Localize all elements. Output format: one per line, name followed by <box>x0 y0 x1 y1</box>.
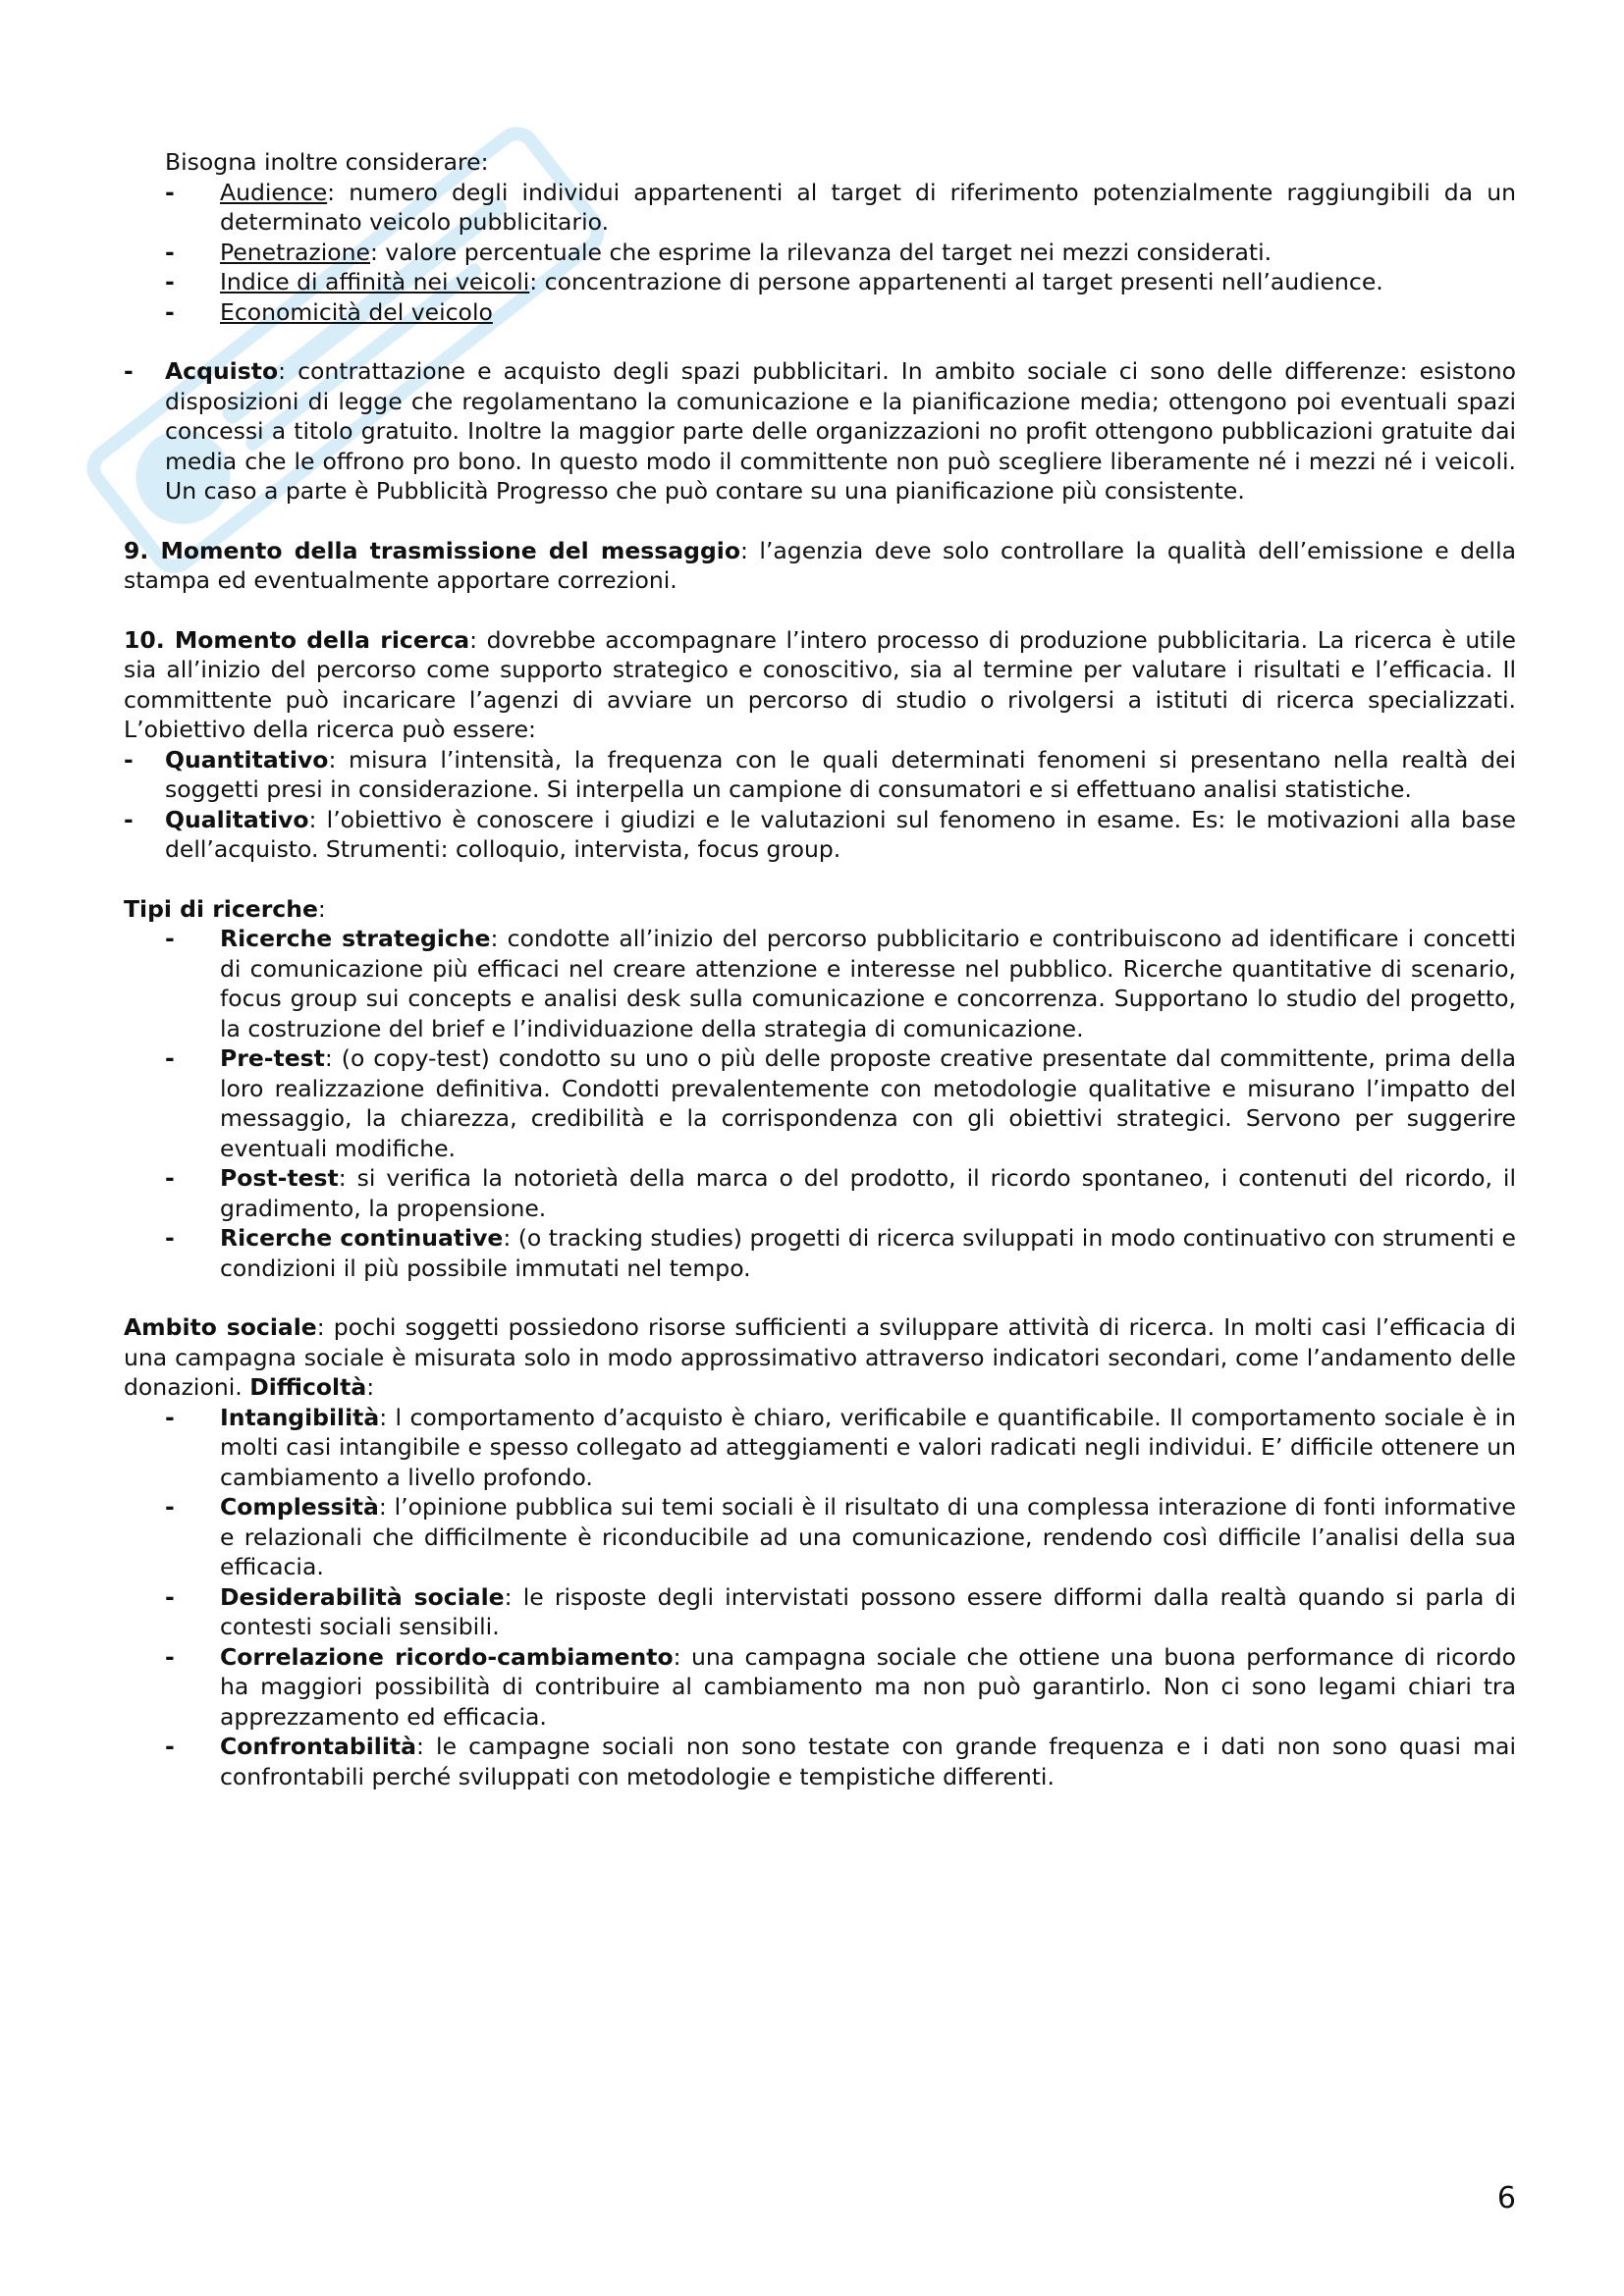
list-item: - Desiderabilità sociale: le risposte degli intervistati possono essere difformi dalla realtà quando si parla di contesti sociali sensibili. <box>165 1582 1516 1640</box>
list-item: - Correlazione ricordo-cambiamento: una campagna sociale che ottiene una buona performance di ricordo ha maggiori possibilità di contribuire al cambiamento ma non può garantirlo. Non ci sono legami chiari tra apprezzamento ed efficacia. <box>165 1642 1516 1731</box>
acquisto-item: - Acquisto: contrattazione e acquisto degli spazi pubblicitari. In ambito sociale ci sono delle differenze: esistono disposizioni di legge che regolamentano la comunicazione e la pianificazione media; ottengono poi eventuali spazi concessi a titolo gratuito. Inoltre la maggior parte delle organizzazioni no profit ottengono pubblicazioni gratuite dai media che le offrono pro bono. In questo modo il committente non può scegliere liberamente né i mezzi né i veicoli. Un caso a parte è Pubblicità Progresso che può contare su una pianificazione più consistente. <box>124 357 1516 505</box>
criteria-list <box>124 178 1516 328</box>
types-list <box>124 924 1516 1283</box>
list-item: - Intangibilità: l comportamento d’acquisto è chiaro, verificabile e quantificabile. Il comportamento sociale è in molti casi intangibile e spesso collegato ad atteggiamenti e valori radicati negli individui. E’ difficile ottenere un cambiamento a livello profondo. <box>165 1403 1516 1491</box>
list-item: - Qualitativo: l’obiettivo è conoscere i giudizi e le valutazioni sul fenomeno in esame. Es: le motivazioni alla base dell’acquisto. Strumenti: colloquio, intervista, focus group. <box>124 805 1516 863</box>
list-item: - Quantitativo: misura l’intensità, la frequenza con le quali determinati fenomeni si presentano nella realtà dei soggetti presi in considerazione. Si interpella un campione di consumatori e si effettuano analisi statistiche. <box>124 745 1516 803</box>
types-heading: Tipi di ricerche: <box>124 894 326 923</box>
list-item: - Post-test: si verifica la notorietà della marca o del prodotto, il ricordo spontaneo, i contenuti del ricordo, il gradimento, la propensione. <box>165 1164 1516 1222</box>
section-9: 9. Momento della trasmissione del messaggio: l’agenzia deve solo controllare la qualità dell’emissione e della stampa ed eventualmente apportare correzioni. <box>124 536 1516 594</box>
objectives-list <box>124 745 1516 865</box>
list-item: - Confrontabilità: le campagne sociali non sono testate con grande frequenza e i dati non sono quasi mai confrontabili perché sviluppati con metodologie e tempistiche differenti. <box>165 1733 1516 1790</box>
list-item: - Indice di affinità nei veicoli: concentrazione di persone appartenenti al target presenti nell’audience. <box>165 268 1383 295</box>
intro-text: Bisogna inoltre considerare: <box>165 148 489 176</box>
section-10: 10. Momento della ricerca: dovrebbe accompagnare l’intero processo di produzione pubblicitaria. La ricerca è utile sia all’inizio del percorso come supporto strategico e conoscitivo, sia al termine per valutare i risultati e l’efficacia. Il committente può incaricare l’agenzi di avviare un percorso di studio o rivolgersi a istituti di ricerca specializzati. L’obiettivo della ricerca può essere: <box>124 625 1517 743</box>
list-item: - Audience: numero degli individui appartenenti al target di riferimento potenzialmente raggiungibili da un determinato veicolo pubblicitario. <box>165 178 1516 236</box>
list-item: - Pre-test: (o copy-test) condotto su uno o più delle proposte creative presentate dal committente, prima della loro realizzazione definitiva. Condotti prevalentemente con metodologie qualitative e misurano l’impatto del messaggio, la chiarezza, credibilità e la corrispondenza con gli obiettivi strategici. Servono per suggerire eventuali modifiche. <box>165 1044 1516 1162</box>
list-item: - Penetrazione: valore percentuale che esprime la rilevanza del target nei mezzi considerati. <box>165 238 1272 266</box>
difficulties-list <box>124 1403 1516 1792</box>
list-item: - Ricerche strategiche: condotte all’inizio del percorso pubblicitario e contribuiscono ad identificare i concetti di comunicazione più efficaci nel creare attenzione e interesse nel pubblico. Ricerche quantitative di scenario, focus group sui concepts e analisi desk sulla comunicazione e concorrenza. Supportano lo studio del progetto, la costruzione del brief e l’individuazione della strategia di comunicazione. <box>165 925 1516 1042</box>
ambito-sociale: Ambito sociale: pochi soggetti possiedono risorse sufficienti a sviluppare attività di ricerca. In molti casi l’efficacia di una campagna sociale è misurata solo in modo approssimativo attraverso indicatori secondari, come l’andamento delle donazioni. Difficoltà: <box>124 1313 1516 1401</box>
list-item: - Complessità: l’opinione pubblica sui temi sociali è il risultato di una complessa interazione di fonti informative e relazionali che difficilmente è riconducibile ad una comunicazione, rendendo così difficile l’analisi della sua efficacia. <box>165 1493 1516 1580</box>
page-number: 6 <box>1496 2181 1516 2216</box>
list-item: - Economicità del veicolo <box>165 297 493 326</box>
document-page <box>124 147 1516 1791</box>
list-item: - Ricerche continuative: (o tracking studies) progetti di ricerca sviluppati in modo continuativo con strumenti e condizioni il più possibile immutati nel tempo. <box>165 1224 1516 1282</box>
